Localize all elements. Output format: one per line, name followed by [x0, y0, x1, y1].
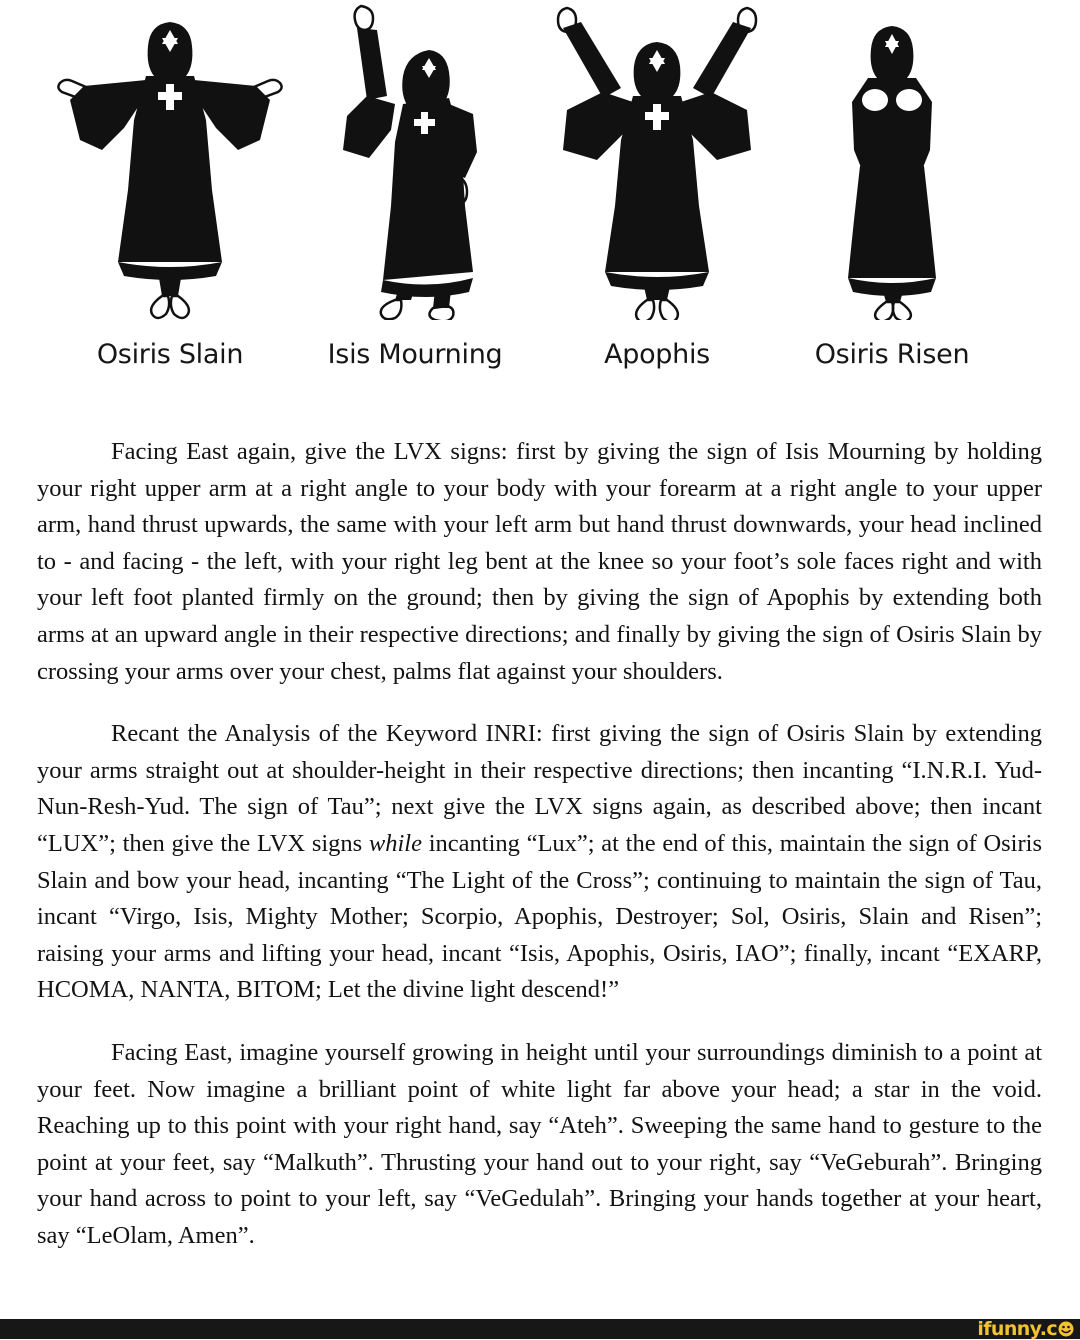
paragraph-2-italic-word: while: [368, 829, 422, 857]
robed-figure-osiris-slain-icon: [50, 0, 290, 320]
ifunny-watermark: [977, 1319, 1074, 1339]
figure-osiris-risen: [772, 0, 1012, 400]
figure-apophis: [537, 0, 777, 400]
body-copy: [37, 434, 1042, 1254]
figure-isis-mourning: [295, 0, 535, 400]
robed-figure-isis-mourning-icon: [295, 0, 535, 320]
robed-figure-osiris-risen-icon: [772, 0, 1012, 320]
watermark-bar: [0, 1319, 1080, 1339]
paragraph-qabalistic-cross: Facing East, imagine yourself growing in height until your surroundings diminish to a point at your feet. Now imagine a brilliant point of white light far above your head; a star in the void. Reaching up to this point with your right hand, say “Ateh”. Sweeping the same hand to gesture to the point at your feet, say “Malkuth”. Thrusting your hand out to your right, say “VeGeburah”. Bringing your hand across to point to your left, say “VeGedulah”. Bringing your hands together at your heart, say “LeOlam, Amen”.: [37, 1038, 1042, 1249]
figure-strip: [0, 0, 1080, 400]
paragraph-2-segment-after-italic: incanting “Lux”; at the end of this, maintain the sign of Osiris Slain and bow your head, incanting “The Light of the Cross”; continuing to maintain the sign of Tau, incant “Virgo, Isis, Mighty Mother; Scorpio, Apophis, Destroyer; Sol, Osiris, Slain and Risen”; raising your arms and lifting your head, incant “Isis, Apophis, Osiris, IAO”; finally, incant “EXARP, HCOMA, NANTA, BITOM; Let the divine light descend!”: [37, 829, 1042, 1004]
paragraph-analysis-of-keyword: [37, 716, 1042, 1009]
figure-osiris-slain: [50, 0, 290, 400]
figure-caption-osiris-slain: Osiris Slain: [96, 339, 244, 370]
paragraph-2-segment-before-italic: Recant the Analysis of the Keyword INRI: first giving the sign of Osiris Slain by extending your arms straight out at shoulder-height in their respective directions; then incanting “I.N.R.I. Yud-Nun-Resh-Yud. The sign of Tau”; next give the LVX signs again, as described above; then incant “LUX”; then give the LVX signs: [37, 720, 1042, 857]
paragraph-lvx-signs: Facing East again, give the LVX signs: first by giving the sign of Isis Mourning by holding your right upper arm at a right angle to your body with your forearm at a right angle to your upper arm, hand thrust upwards, the same with your left arm but hand thrust downwards, your head inclined to - and facing - the left, with your right leg bent at the knee so your foot’s sole faces right and with your left foot planted firmly on the ground; then by giving the sign of Apophis by extending both arms at an upward angle in their respective directions; and finally by giving the sign of Osiris Slain by crossing your arms over your chest, palms flat against your shoulders.: [37, 438, 1042, 685]
figure-caption-osiris-risen: Osiris Risen: [814, 339, 970, 370]
robed-figure-apophis-icon: [537, 0, 777, 320]
watermark-text: ifunny.c: [977, 1317, 1057, 1340]
smiley-face-icon: [1058, 1321, 1074, 1337]
figure-caption-apophis: Apophis: [604, 339, 710, 370]
figure-caption-isis-mourning: Isis Mourning: [327, 339, 503, 370]
